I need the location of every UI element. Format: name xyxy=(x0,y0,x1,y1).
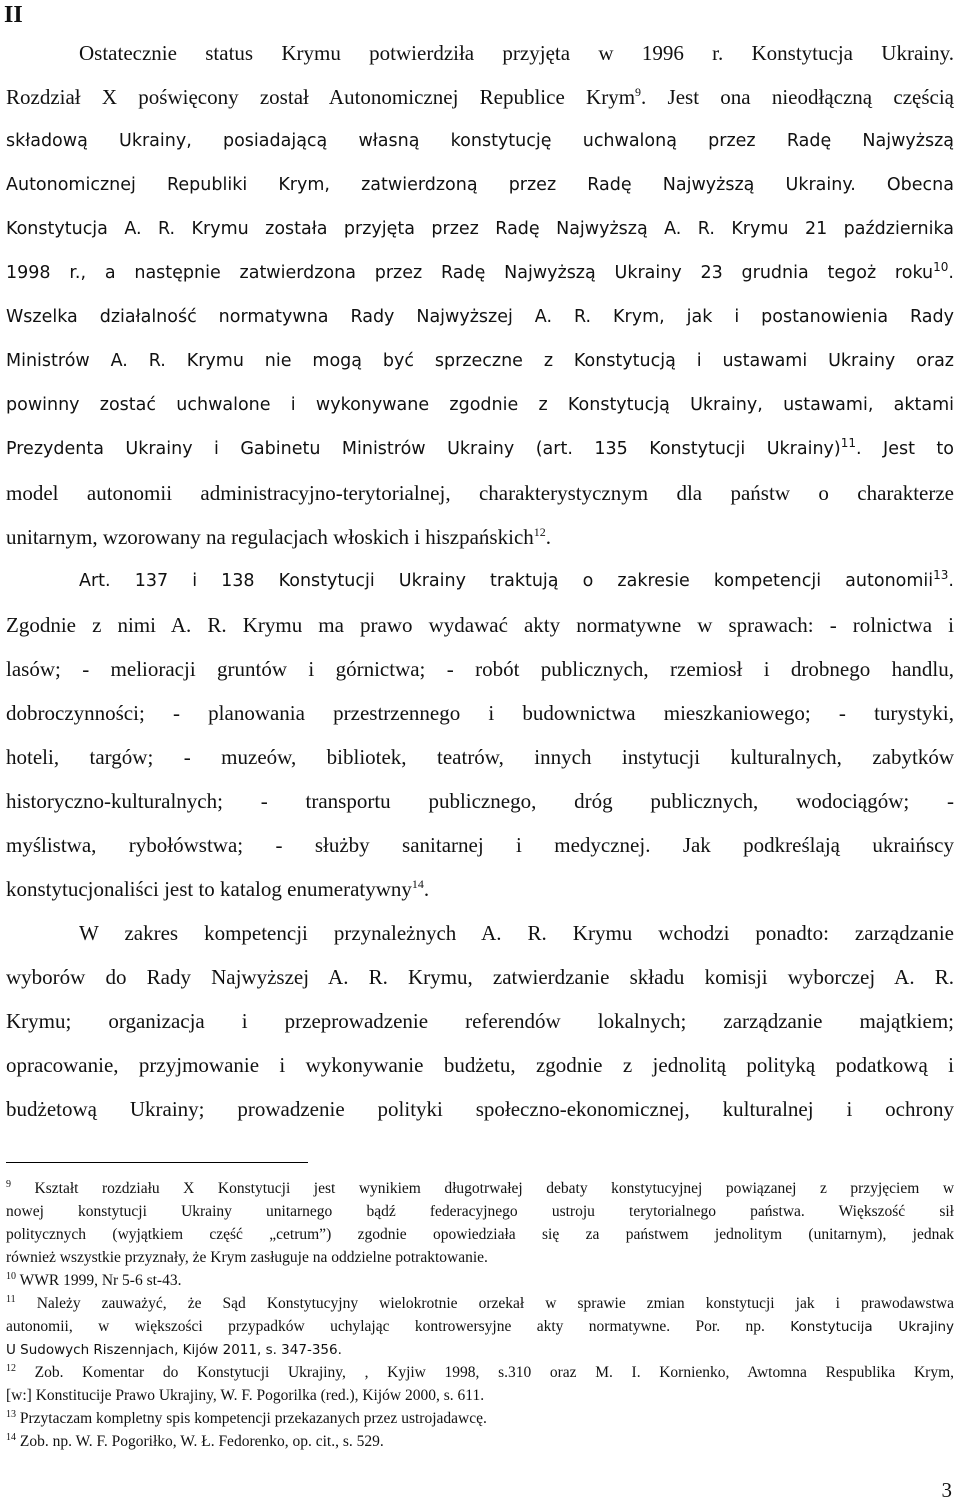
text-line: W zakres kompetencji przynależnych A. R. Krymu wchodzi ponadto: zarządzanie xyxy=(79,921,954,945)
text-line: Rozdział X poświęcony został Autonomicznej Republice Krym$^9$. Jest ona nieodłączną częścią xyxy=(6,85,954,109)
chapter-heading: II xyxy=(4,2,23,28)
footnote-9-cont: również wszystkie przyznały, że Krym zasługuje na oddzielne potraktowanie. xyxy=(6,1249,488,1266)
footnote-12: $^{12}$ Zob. Komentar do Konstytucji Ukrajiny, , Kyjiw 1998, s.310 oraz M. I. Kornienko, Awtomna Respublika Krym, xyxy=(6,1362,954,1381)
footnote-9-cont: nowej konstytucji Ukrainy unitarnego bądź federacyjnego ustroju terytorialnego państwa. Większość sił xyxy=(6,1203,954,1220)
page-number: 3 xyxy=(941,1478,952,1502)
text-line: Ostatecznie status Krymu potwierdziła przyjęta w 1996 r. Konstytucja Ukrainy. xyxy=(79,41,954,65)
text-line: powinny zostać uchwalone i wykonywane zgodnie z Konstytucją Ukrainy, ustawami, aktami xyxy=(6,395,954,415)
text-line: Ministrów A. R. Krymu nie mogą być sprzeczne z Konstytucją i ustawami Ukrainy oraz xyxy=(6,351,954,371)
text-line: Prezydenta Ukrainy i Gabinetu Ministrów Ukrainy (art. 135 Konstytucji Ukrainy)$^{11}$. Jest to xyxy=(6,436,954,459)
text-line: unitarnym, wzorowany na regulacjach włoskich i hiszpańskich$^{12}$. xyxy=(6,525,552,549)
footnote-ref[interactable]: 13 xyxy=(933,568,949,583)
footnote-ref[interactable]: 14 xyxy=(411,877,424,891)
text-line: model autonomii administracyjno-terytorialnej, charakterystycznym dla państw o charakterze xyxy=(6,481,954,505)
text-line: historyczno-kulturalnych; - transportu publicznego, dróg publicznych, wodociągów; - xyxy=(6,789,954,813)
footnote-11-cont: U Sudowych Riszennjach, Kijów 2011, s. 347-356. xyxy=(6,1342,342,1358)
footnote-ref[interactable]: 9 xyxy=(635,85,642,99)
text-line: hoteli, targów; - muzeów, bibliotek, teatrów, innych instytucji kulturalnych, zabytków xyxy=(6,745,954,769)
footnote-9: $^9$ Kształt rozdziału X Konstytucji jest wynikiem długotrwałej debaty konstytucyjnej powiązanej z przyjęciem w xyxy=(6,1178,954,1197)
text-line: Zgodnie z nimi A. R. Krymu ma prawo wydawać akty normatywne w sprawach: - rolnictwa i xyxy=(6,613,954,637)
footnote-12-cont: [w:] Konstitucije Prawo Ukrajiny, W. F. Pogorilka (red.), Kijów 2000, s. 611. xyxy=(6,1387,485,1404)
text-line: opracowanie, przyjmowanie i wykonywanie budżetu, zgodnie z jednolitą polityką podatkową i xyxy=(6,1053,954,1077)
text-line: Art. 137 i 138 Konstytucji Ukrainy traktują o zakresie kompetencji autonomii$^{13}$. xyxy=(79,568,954,591)
footnote-separator xyxy=(6,1162,308,1163)
text-line: 1998 r., a następnie zatwierdzona przez Radę Najwyższą Ukrainy 23 grudnia tegoż roku$^{10}$. xyxy=(6,260,954,283)
text-line: konstytucjonaliści jest to katalog enumeratywny$^{14}$. xyxy=(6,877,430,901)
footnote-ref[interactable]: 12 xyxy=(533,525,546,539)
footnote-10: $^{10}$ WWR 1999, Nr 5-6 st-43. xyxy=(6,1270,182,1289)
text-line: lasów; - melioracji gruntów i górnictwa; - robót publicznych, rzemiosł i drobnego handlu, xyxy=(6,657,954,681)
footnote-13: $^{13}$ Przytaczam kompletny spis kompetencji przekazanych przez ustrojadawcę. xyxy=(6,1408,487,1427)
text-line: budżetową Ukrainy; prowadzenie polityki społeczno-ekonomicznej, kulturalnej i ochrony xyxy=(6,1097,954,1121)
footnote-ref[interactable]: 11 xyxy=(840,436,857,451)
text-line: Autonomicznej Republiki Krym, zatwierdzoną przez Radę Najwyższą Ukrainy. Obecna xyxy=(6,175,954,195)
text-line: wyborów do Rady Najwyższej A. R. Krymu, zatwierdzanie składu komisji wyborczej A. R. xyxy=(6,965,954,989)
text-line: Wszelka działalność normatywna Rady Najwyższej A. R. Krym, jak i postanowienia Rady xyxy=(6,307,954,327)
footnote-11-cont: autonomii, w większości przypadków uchylając kontrowersyjne akty normatywne. Por. np. Konstytucija Ukrajiny xyxy=(6,1318,954,1335)
text-line: Krymu; organizacja i przeprowadzenie referendów lokalnych; zarządzanie majątkiem; xyxy=(6,1009,954,1033)
footnote-ref[interactable]: 10 xyxy=(933,260,949,275)
text-line: myślistwa, rybołówstwa; - służby sanitarnej i medycznej. Jak podkreślają ukraińscy xyxy=(6,833,954,857)
text-line: dobroczynności; - planowania przestrzennego i budownictwa mieszkaniowego; - turystyki, xyxy=(6,701,954,725)
footnote-11: $^{11}$ Należy zauważyć, że Sąd Konstytucyjny wielokrotnie orzekał w sprawie zmian konstytucji jak i prawodawstwa xyxy=(6,1293,954,1312)
text-line: składową Ukrainy, posiadającą własną konstytucję uchwaloną przez Radę Najwyższą xyxy=(6,131,954,151)
footnote-9-cont: politycznych (wyjątkiem część „cetrum”) zgodnie opowiedziała się za państwem jednolitym (unitarnym), jednak xyxy=(6,1226,954,1243)
footnote-14: $^{14}$ Zob. np. W. F. Pogoriłko, W. Ł. Fedorenko, op. cit., s. 529. xyxy=(6,1431,384,1450)
text-line: Konstytucja A. R. Krymu została przyjęta przez Radę Najwyższą A. R. Krymu 21 października xyxy=(6,219,954,239)
